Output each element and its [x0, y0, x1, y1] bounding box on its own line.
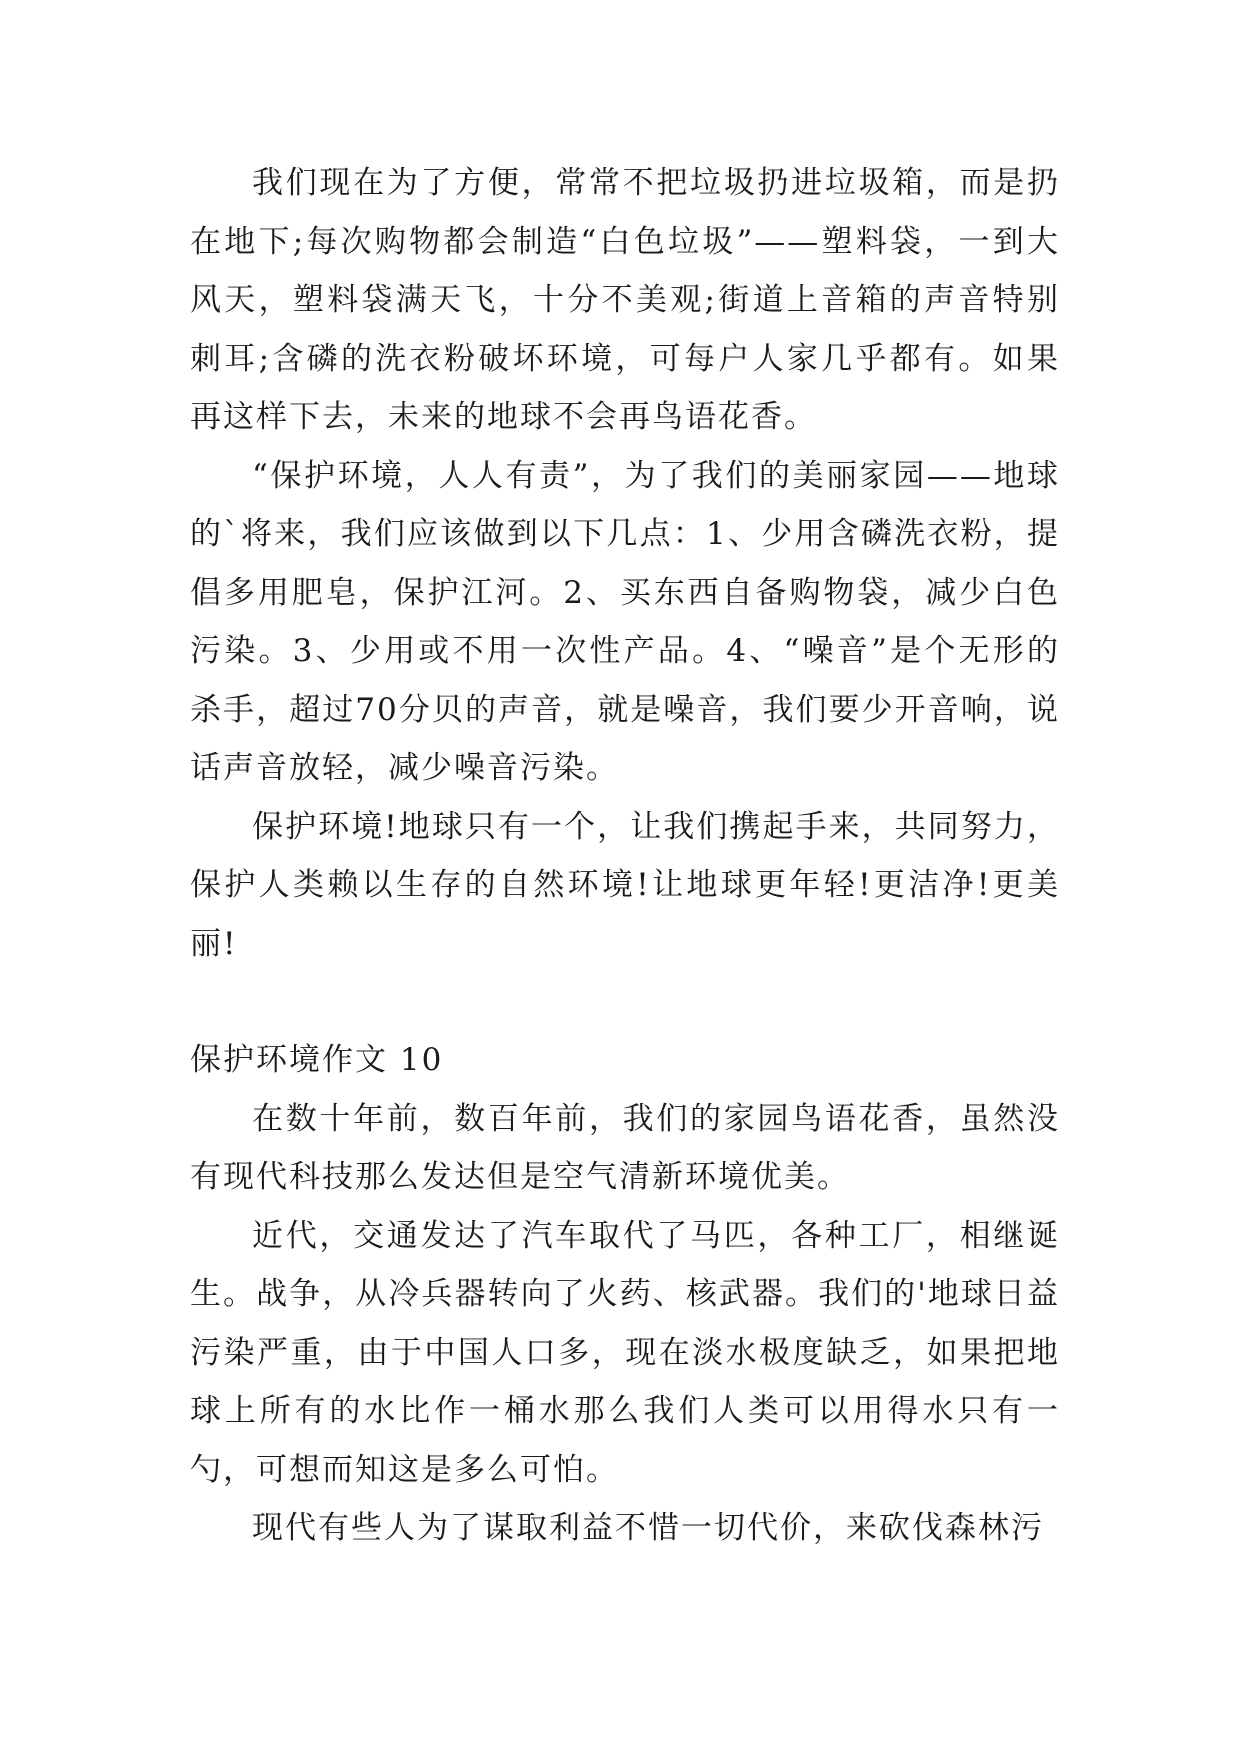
- paragraph-past-homeland: 在数十年前，数百年前，我们的家园鸟语花香，虽然没有现代科技那么发达但是空气清新环境优美。: [190, 1100, 1060, 1195]
- section-spacer: [190, 973, 1060, 1031]
- document-body: [190, 154, 1060, 1558]
- paragraph-pollution-habits: 我们现在为了方便，常常不把垃圾扔进垃圾箱，而是扔在地下;每次购物都会制造“白色垃圾”——塑料袋，一到大风天，塑料袋满天飞，十分不美观;街道上音箱的声音特别刺耳;含磷的洗衣粉破坏环境，可每户人家几乎都有。如果再这样下去，未来的地球不会再鸟语花香。: [190, 165, 1060, 435]
- paragraph-profit-deforestation: 现代有些人为了谋取利益不惜一切代价，来砍伐森林污: [252, 1510, 1044, 1546]
- paragraph-protection-steps: “保护环境，人人有责”，为了我们的美丽家园——地球的`将来，我们应该做到以下几点：1、少用含磷洗衣粉，提倡多用肥皂，保护江河。2、买东西自备购物袋，减少白色污染。3、少用或不用一次性产品。4、“噪音”是个无形的杀手，超过70分贝的声音，就是噪音，我们要少开音响，说话声音放轻，减少噪音污染。: [190, 457, 1060, 786]
- section-title: 保护环境作文 10: [190, 1042, 444, 1078]
- paragraph-modern-pollution: 近代，交通发达了汽车取代了马匹，各种工厂，相继诞生。战争，从冷兵器转向了火药、核武器。我们的'地球日益污染严重，由于中国人口多，现在淡水极度缺乏，如果把地球上所有的水比作一桶水那么我们人类可以用得水只有一勺，可想而知这是多么可怕。: [190, 1217, 1060, 1488]
- paragraph-protection-call: 保护环境!地球只有一个，让我们携起手来，共同努力，保护人类赖以生存的自然环境!让地球更年轻!更洁净!更美丽!: [190, 808, 1060, 962]
